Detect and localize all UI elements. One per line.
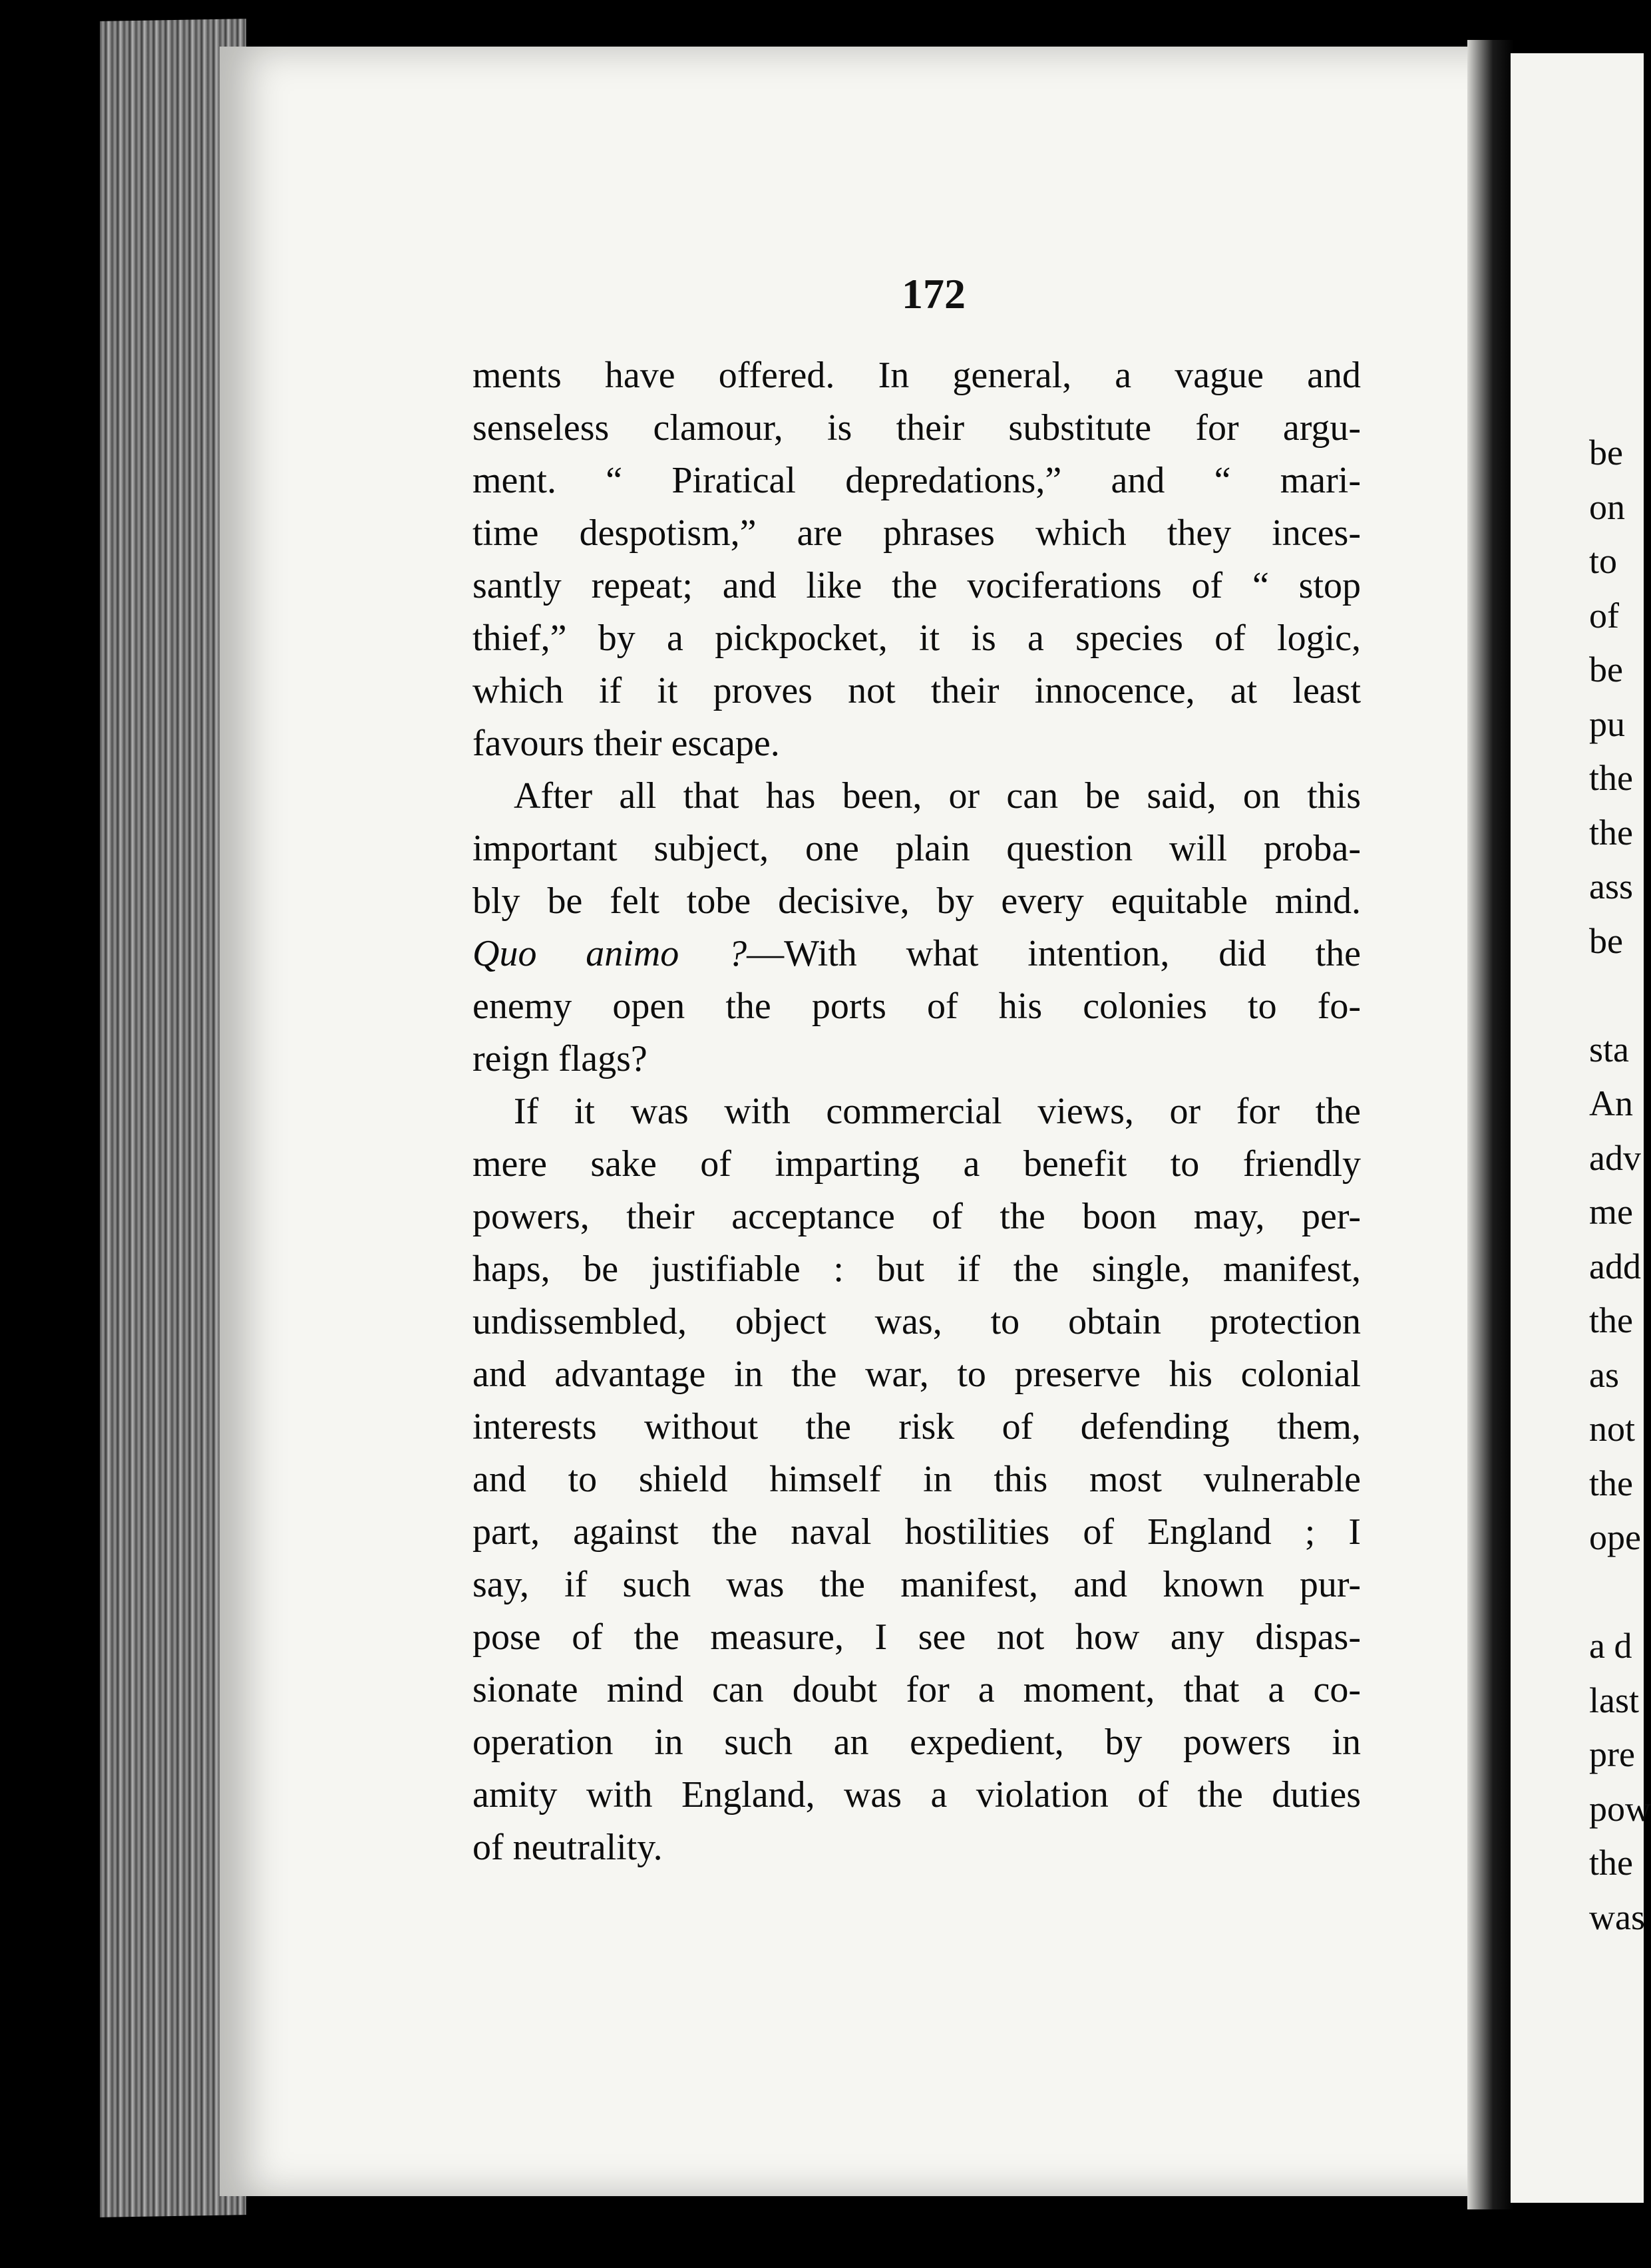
facing-text-fragment: adv <box>1589 1137 1641 1178</box>
paragraph <box>472 770 1361 1085</box>
text-line: which if it proves not their innocence, at least <box>472 670 1361 711</box>
facing-text-fragment: the <box>1589 758 1633 798</box>
text-line: and advantage in the war, to preserve his colonial <box>472 1354 1361 1395</box>
facing-text-fragment: sta <box>1589 1029 1629 1069</box>
facing-text-fragment: pre <box>1589 1734 1635 1774</box>
facing-text-fragment: to <box>1589 541 1618 581</box>
text-line: amity with England, was a violation of the duties <box>472 1774 1361 1815</box>
facing-text-fragment: add <box>1589 1246 1641 1286</box>
facing-text-fragment: be <box>1589 650 1623 689</box>
facing-text-fragment: as <box>1589 1354 1619 1395</box>
text-line: important subject, one plain question will proba- <box>472 828 1361 869</box>
facing-text-fragment: on <box>1589 486 1625 527</box>
facing-text-fragment: the <box>1589 1463 1633 1503</box>
text-line: ment. “ Piratical depredations,” and “ mari- <box>472 460 1361 501</box>
text-line: After all that has been, or can be said, on this <box>514 775 1361 817</box>
paragraph <box>472 349 1361 770</box>
facing-text-fragment <box>1589 1565 1651 1620</box>
facing-text-fragment: of <box>1589 595 1619 636</box>
text-line: If it was with commercial views, or for the <box>514 1091 1361 1132</box>
facing-text-fragment: me <box>1589 1192 1633 1232</box>
text-line: senseless clamour, is their substitute for argu- <box>472 407 1361 449</box>
text-line: operation in such an expedient, by powers in <box>472 1722 1361 1763</box>
text-line: reign flags? <box>472 1038 647 1079</box>
text-line: thief,” by a pickpocket, it is a species of logic, <box>472 618 1361 659</box>
text-line: powers, their acceptance of the boon may, per- <box>472 1196 1361 1237</box>
text-line: and to shield himself in this most vulnerable <box>472 1459 1361 1500</box>
text-line: haps, be justifiable : but if the single, manifest, <box>472 1248 1361 1290</box>
facing-text-fragment: An <box>1589 1083 1633 1123</box>
page-number: 172 <box>902 270 966 317</box>
text-line: favours their escape. <box>472 723 780 764</box>
facing-text-fragment: the <box>1589 1843 1633 1883</box>
facing-text-fragment: the <box>1589 812 1633 852</box>
facing-text-fragment: pu <box>1589 703 1625 744</box>
text-line: pose of the measure, I see not how any dispas- <box>472 1616 1361 1658</box>
text-line: say, if such was the manifest, and known pur- <box>472 1564 1361 1605</box>
facing-text-fragment: a d <box>1589 1626 1632 1666</box>
text-line: ments have offered. In general, a vague and <box>472 355 1361 396</box>
text-line: enemy open the ports of his colonies to fo- <box>472 986 1361 1027</box>
text-line: undissembled, object was, to obtain protection <box>472 1301 1361 1342</box>
text-line: mere sake of imparting a benefit to friendly <box>472 1143 1361 1185</box>
book-gutter <box>1467 40 1514 2209</box>
text-line: bly be felt tobe decisive, by every equitable mind. <box>472 880 1361 922</box>
text-line: santly repeat; and like the vociferations of “ stop <box>472 565 1361 606</box>
text-line: interests without the risk of defending them, <box>472 1406 1361 1447</box>
paragraph <box>472 1085 1361 1874</box>
facing-text-fragment: not <box>1589 1409 1636 1449</box>
body-text <box>472 349 1361 1874</box>
facing-text-fragment: be <box>1589 433 1623 472</box>
text-line: of neutrality. <box>472 1827 663 1868</box>
facing-text-fragment: the <box>1589 1300 1633 1340</box>
facing-text-fragment: last <box>1589 1680 1639 1720</box>
text-line: time despotism,” are phrases which they inces- <box>472 512 1361 554</box>
facing-text-fragment <box>1589 968 1651 1023</box>
text-line: Quo animo ?—With what intention, did the <box>472 933 1361 974</box>
text-line: sionate mind can doubt for a moment, that a co- <box>472 1669 1361 1710</box>
facing-text-fragment: was <box>1589 1897 1645 1937</box>
facing-text-fragment: ope <box>1589 1517 1641 1557</box>
facing-page-text <box>1589 426 1651 1945</box>
text-line: part, against the naval hostilities of England ; I <box>472 1511 1361 1553</box>
facing-text-fragment: pow <box>1589 1788 1651 1829</box>
facing-text-fragment: ass <box>1589 866 1633 906</box>
facing-text-fragment: be <box>1589 920 1623 961</box>
